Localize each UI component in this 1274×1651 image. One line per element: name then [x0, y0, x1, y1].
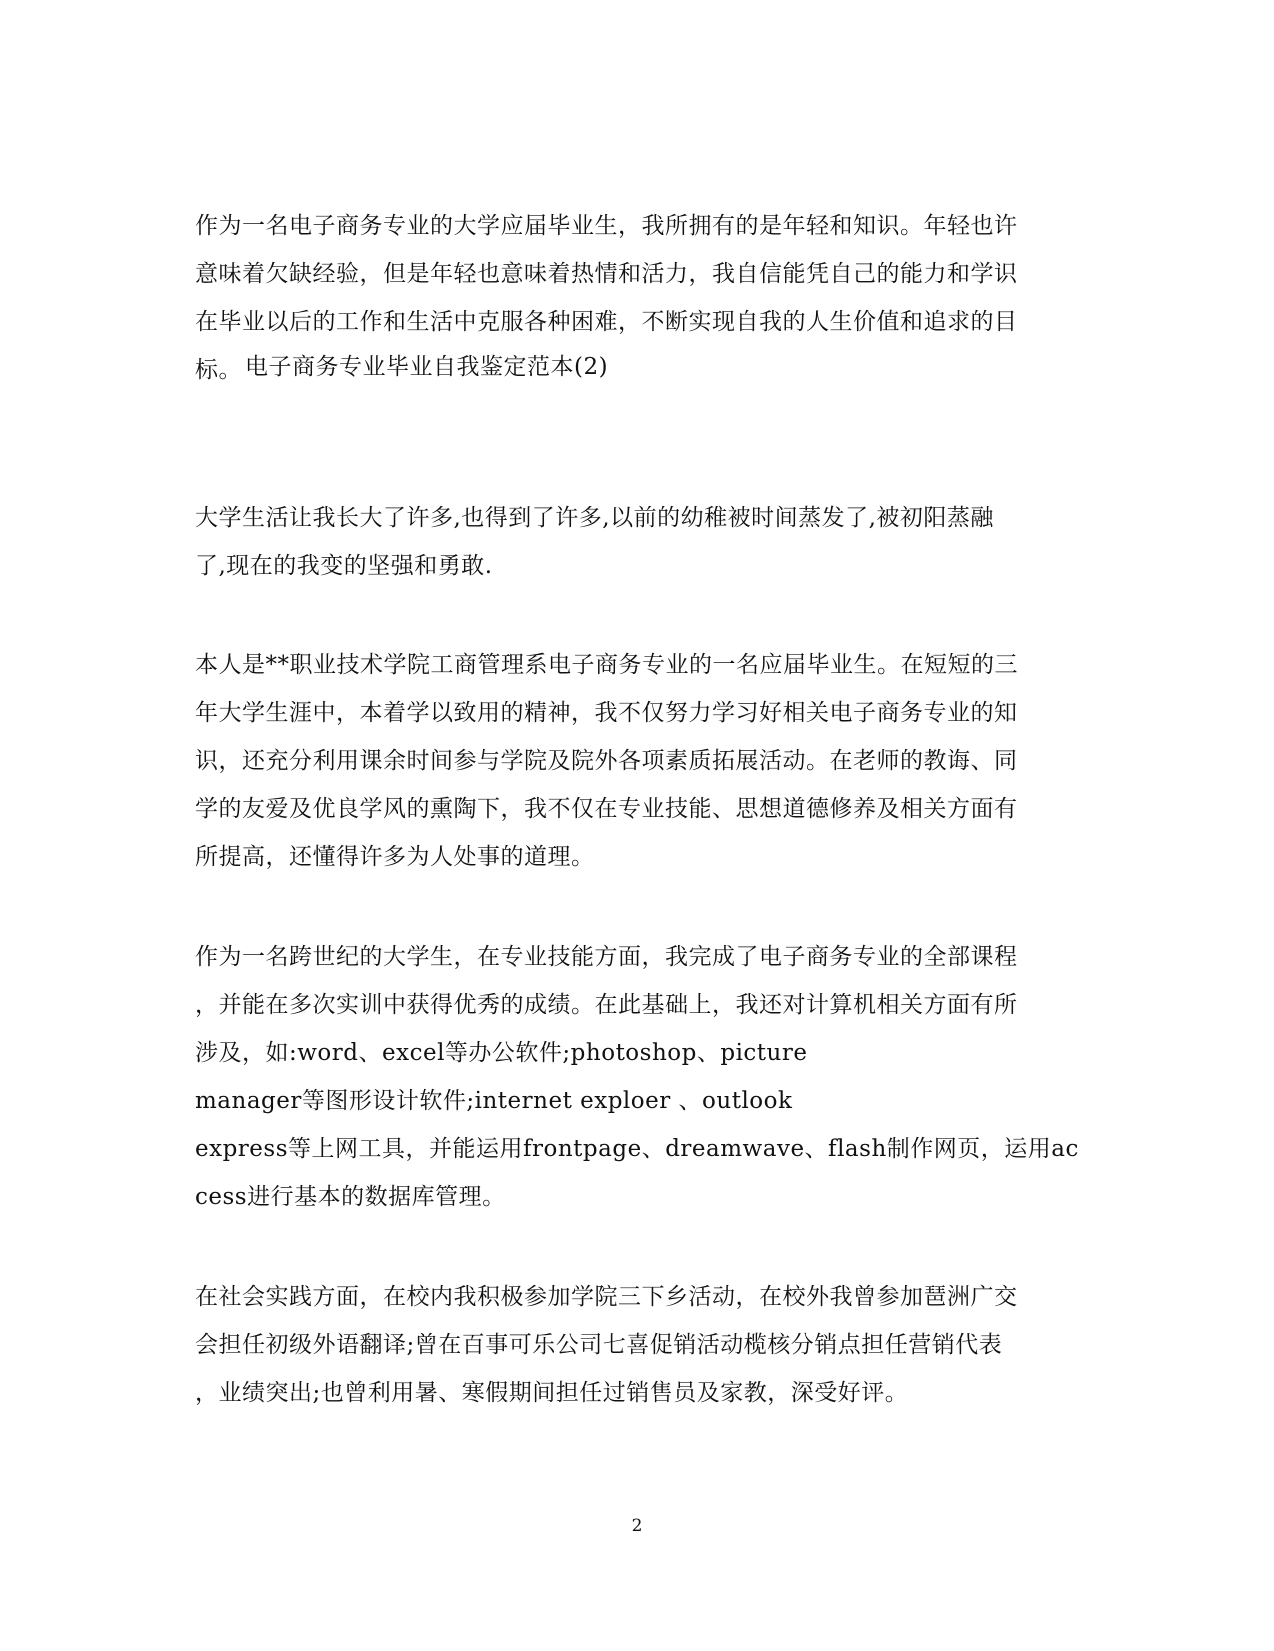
- paragraph-4: [195, 933, 1079, 1221]
- paragraph-line: 作为一名电子商务专业的大学应届毕业生，我所拥有的是年轻和知识。年轻也许: [195, 213, 1018, 239]
- paragraph-line: manager等图形设计软件;internet exploer 、outlook: [195, 1088, 793, 1114]
- section-subtitle: 电子商务专业毕业自我鉴定范本(2): [245, 354, 609, 380]
- paragraph-line: 涉及，如:word、excel等办公软件;photoshop、picture: [195, 1040, 808, 1066]
- paragraph-line: 作为一名跨世纪的大学生，在专业技能方面，我完成了电子商务专业的全部课程: [195, 944, 1018, 970]
- paragraph-line: 所提高，还懂得许多为人处事的道理。: [195, 844, 595, 870]
- paragraph-line: 在社会实践方面，在校内我积极参加学院三下乡活动，在校外我曾参加琶洲广交: [195, 1284, 1018, 1310]
- paragraph-line: ，业绩突出;也曾利用暑、寒假期间担任过销售员及家教，深受好评。: [195, 1380, 909, 1406]
- paragraph-line: 年大学生涯中，本着学以致用的精神，我不仅努力学习好相关电子商务专业的知: [195, 700, 1018, 726]
- paragraph-line: 意味着欠缺经验，但是年轻也意味着热情和活力，我自信能凭自己的能力和学识: [195, 261, 1018, 287]
- paragraph-5: [195, 1273, 1075, 1417]
- paragraph-line: 大学生活让我长大了许多,也得到了许多,以前的幼稚被时间蒸发了,被初阳蒸融: [195, 505, 994, 531]
- paragraph-line: 标。: [195, 357, 242, 383]
- paragraph-line: 在毕业以后的工作和生活中克服各种困难，不断实现自我的人生价值和追求的目: [195, 309, 1018, 335]
- paragraph-line: 了,现在的我变的坚强和勇敢.: [195, 553, 493, 579]
- paragraph-line: ，并能在多次实训中获得优秀的成绩。在此基础上，我还对计算机相关方面有所: [195, 992, 1018, 1018]
- paragraph-line: 本人是**职业技术学院工商管理系电子商务专业的一名应届毕业生。在短短的三: [195, 652, 1018, 678]
- paragraph-3: [195, 641, 1075, 881]
- paragraph-2: [195, 494, 1075, 590]
- paragraph-line: 学的友爱及优良学风的熏陶下，我不仅在专业技能、思想道德修养及相关方面有: [195, 796, 1018, 822]
- paragraph-line: express等上网工具，并能运用frontpage、dreamwave、flash制作网页，运用ac: [195, 1136, 1079, 1162]
- paragraph-line: 识，还充分利用课余时间参与学院及院外各项素质拓展活动。在老师的教诲、同: [195, 748, 1018, 774]
- paragraph-line: cess进行基本的数据库管理。: [195, 1184, 506, 1210]
- page-number: 2: [631, 1516, 643, 1536]
- paragraph-line: 会担任初级外语翻译;曾在百事可乐公司七喜促销活动榄核分销点担任营销代表: [195, 1332, 1003, 1358]
